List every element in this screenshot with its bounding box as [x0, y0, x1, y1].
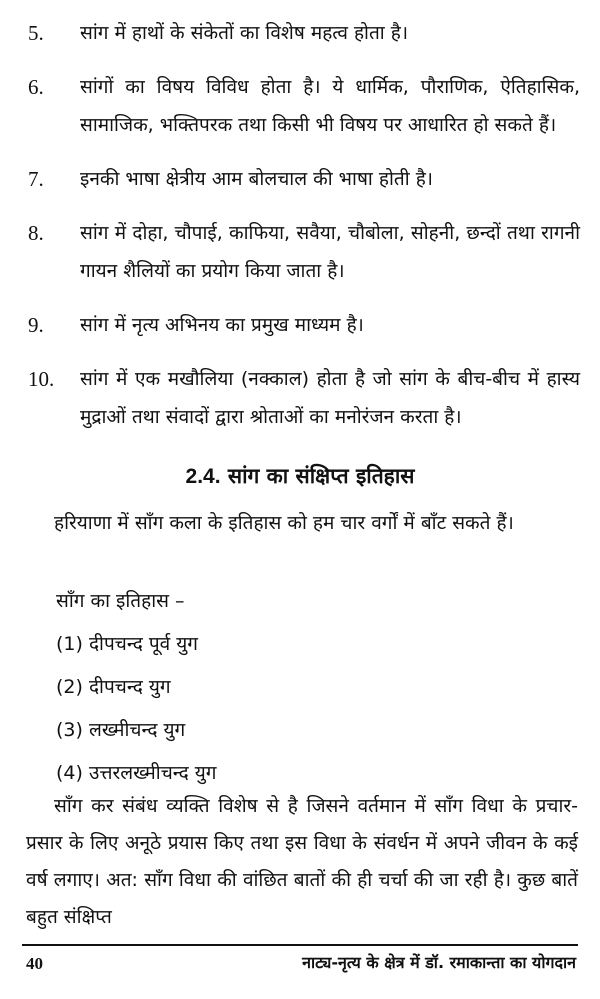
page-number: 40: [26, 954, 43, 973]
list-item: [28, 360, 580, 436]
list-item-number: 9.: [28, 313, 44, 337]
history-era-item: (2) दीपचन्द युग: [56, 676, 171, 698]
list-item: [28, 160, 580, 198]
list-item-text: सांगों का विषय विविध होता है। ये धार्मिक, पौराणिक, ऐतिहासिक, सामाजिक, भक्तिपरक तथा किसी भी विषय पर आधारित हो सकते हैं।: [80, 76, 580, 136]
list-item: [28, 68, 580, 144]
list-item-text: सांग में एक मखौलिया (नक्काल) होता है जो सांग के बीच-बीच में हास्य मुद्राओं तथा संवादों द्वारा श्रोताओं का मनोरंजन करता है।: [80, 368, 580, 428]
list-item-number: 6.: [28, 75, 44, 99]
section-number: 2.4.: [185, 465, 221, 488]
list-item: [28, 306, 580, 344]
history-era-item: (1) दीपचन्द पूर्व युग: [56, 633, 198, 655]
history-era-item: (3) लख्मीचन्द युग: [56, 719, 186, 741]
list-item-number: 8.: [28, 221, 44, 245]
intro-paragraph: हरियाणा में साँग कला के इतिहास को हम चार वर्गों में बाँट सकते हैं।: [54, 512, 514, 534]
list-item: [28, 14, 580, 52]
characteristics-list: [28, 14, 580, 452]
list-item-text: सांग में हाथों के संकेतों का विशेष महत्व होता है।: [80, 22, 409, 44]
section-heading: [0, 456, 600, 497]
list-item-text: इनकी भाषा क्षेत्रीय आम बोलचाल की भाषा होती है।: [80, 168, 433, 190]
list-item-text: सांग में नृत्य अभिनय का प्रमुख माध्यम है।: [80, 314, 364, 336]
history-era-item: (4) उत्तरलख्मीचन्द युग: [56, 762, 217, 784]
section-title: सांग का संक्षिप्त इतिहास: [227, 464, 415, 488]
list-item-number: 7.: [28, 167, 44, 191]
list-item-number: 5.: [28, 21, 44, 45]
history-list: [56, 582, 576, 797]
list-item: [28, 214, 580, 290]
list-item-number: 10.: [28, 367, 55, 391]
history-label: साँग का इतिहास –: [56, 590, 185, 612]
footer-divider: [22, 944, 578, 946]
running-footer-title: नाट्य-नृत्य के क्षेत्र में डॉ. रमाकान्ता का योगदान: [302, 953, 576, 972]
list-item-text: सांग में दोहा, चौपाई, काफिया, सवैया, चौबोला, सोहनी, छन्दों तथा रागनी गायन शैलियों का प्रयोग किया जाता है।: [80, 222, 580, 282]
closing-paragraph: साँग कर संबंध व्यक्ति विशेष से है जिसने वर्तमान में साँग विधा के प्रचार-प्रसार के लिए अनूठे प्रयास किए तथा इस विधा के संवर्धन में अपने जीवन के कई वर्ष लगाए। अत: साँग विधा की वांछित बातों की ही चर्चा की जा रही है। कुछ बातें बहुत संक्षिप्त: [26, 795, 578, 928]
